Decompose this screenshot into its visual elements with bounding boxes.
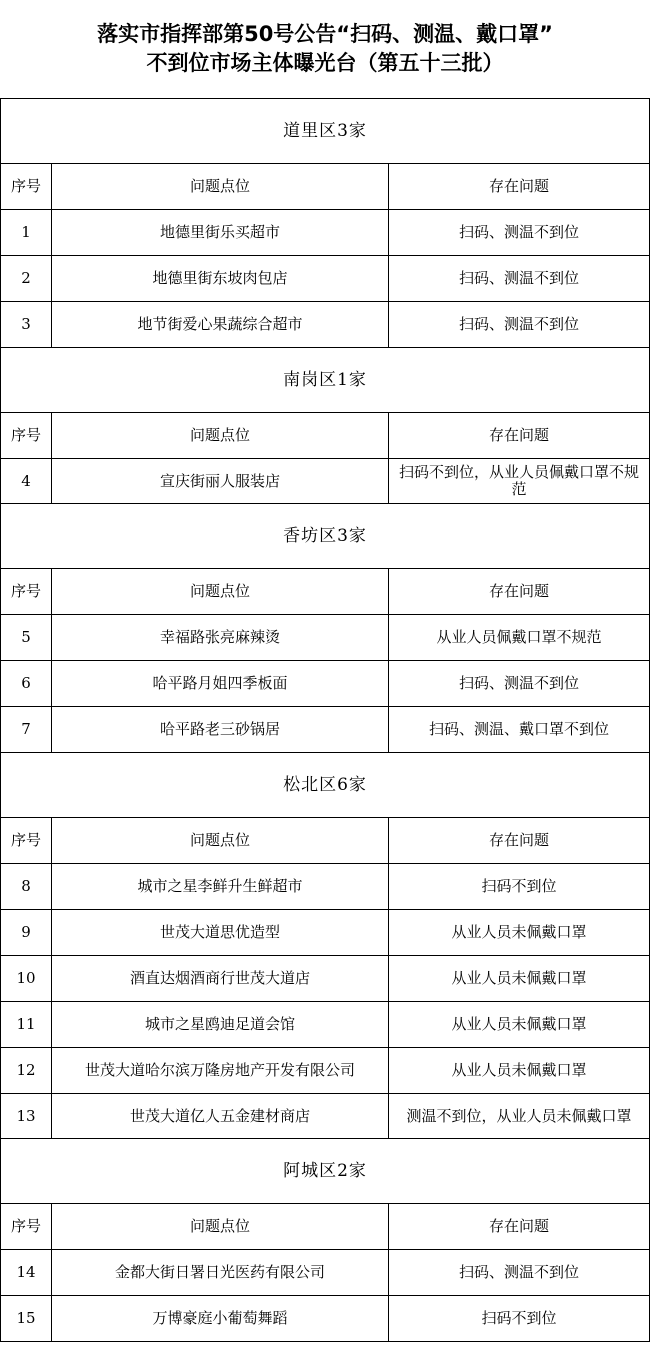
row-problem: 扫码不到位，从业人员佩戴口罩不规范 [398,463,639,498]
row-number: 15 [16,1309,36,1327]
district-header: 道里区3家 [283,120,367,141]
table-rule [0,817,1,1138]
table-rule [0,1203,1,1341]
table-rule [388,412,389,503]
district-header: 南岗区1家 [283,369,367,390]
row-number: 2 [21,269,31,287]
row-number: 3 [21,315,31,333]
table-rule [0,1138,1,1203]
column-header-location: 问题点位 [189,831,250,849]
row-number: 5 [21,628,31,646]
column-header-no: 序号 [10,177,41,195]
row-number: 14 [16,1263,36,1281]
table-rule [0,1341,650,1342]
row-location: 世茂大道亿人五金建材商店 [129,1106,310,1125]
title-line-2: 不到位市场主体曝光台（第五十三批） [146,51,504,75]
table-rule [0,752,1,817]
table-rule [0,98,1,163]
row-number: 6 [21,674,31,692]
row-location: 世茂大道哈尔滨万隆房地产开发有限公司 [84,1061,355,1079]
column-header-location: 问题点位 [189,1217,250,1235]
row-location: 城市之星李鲜升生鲜超市 [137,877,303,895]
row-problem: 扫码不到位 [481,1309,557,1327]
row-number: 13 [16,1106,36,1125]
table-rule [51,163,52,347]
column-header-problem: 存在问题 [488,582,549,600]
row-problem: 扫码、测温、戴口罩不到位 [428,720,609,738]
row-problem: 从业人员未佩戴口罩 [451,1015,587,1033]
table-rule [51,412,52,503]
row-number: 12 [16,1061,36,1079]
district-header: 阿城区2家 [283,1160,367,1181]
row-location: 幸福路张亮麻辣烫 [159,628,280,646]
row-problem: 扫码、测温不到位 [458,1263,579,1281]
row-location: 地德里街乐买超市 [159,223,280,241]
table-rule [51,1203,52,1341]
row-location: 哈平路月姐四季板面 [152,674,288,692]
row-problem: 扫码、测温不到位 [458,223,579,241]
row-location: 地节街爱心果蔬综合超市 [137,315,303,333]
table-rule [0,503,1,568]
table-rule [51,568,52,752]
title-line-1: 落实市指挥部第50号公告“扫码、测温、戴口罩” [97,22,553,46]
row-problem: 从业人员佩戴口罩不规范 [436,628,602,646]
row-problem: 从业人员未佩戴口罩 [451,923,587,941]
row-number: 10 [16,969,36,987]
row-location: 哈平路老三砂锅居 [159,720,280,738]
table-rule [51,817,52,1138]
column-header-problem: 存在问题 [488,831,549,849]
table-rule [0,347,1,412]
column-header-problem: 存在问题 [488,426,549,444]
table-rule [388,163,389,347]
row-number: 1 [21,223,31,241]
district-header: 香坊区3家 [283,525,367,546]
row-number: 9 [21,923,31,941]
column-header-problem: 存在问题 [488,1217,549,1235]
row-number: 7 [21,720,31,738]
column-header-no: 序号 [10,1217,41,1235]
row-problem: 扫码、测温不到位 [458,674,579,692]
row-location: 地德里街东坡肉包店 [152,269,288,287]
column-header-problem: 存在问题 [488,177,549,195]
column-header-location: 问题点位 [189,177,250,195]
row-problem: 扫码不到位 [481,877,557,895]
row-problem: 扫码、测温不到位 [458,269,579,287]
table-rule [0,163,1,347]
row-location: 城市之星鸥迪足道会馆 [144,1015,295,1033]
column-header-no: 序号 [10,831,41,849]
table-rule [388,568,389,752]
row-number: 11 [16,1015,36,1033]
row-problem: 从业人员未佩戴口罩 [451,969,587,987]
column-header-no: 序号 [10,582,41,600]
row-location: 宣庆街丽人服装店 [159,471,280,490]
row-location: 世茂大道思优造型 [159,923,280,941]
row-location: 金都大街日署日光医药有限公司 [114,1263,325,1281]
row-location: 酒直达烟酒商行世茂大道店 [129,969,310,987]
page-title [0,0,650,98]
row-problem: 扫码、测温不到位 [458,315,579,333]
column-header-location: 问题点位 [189,426,250,444]
row-problem: 测温不到位，从业人员未佩戴口罩 [406,1106,632,1125]
table-rule [388,817,389,1138]
row-location: 万博豪庭小葡萄舞蹈 [152,1309,288,1327]
column-header-location: 问题点位 [189,582,250,600]
row-problem: 从业人员未佩戴口罩 [451,1061,587,1079]
district-header: 松北区6家 [283,774,367,795]
column-header-no: 序号 [10,426,41,444]
row-number: 4 [21,471,31,490]
table-rule [0,568,1,752]
table-rule [0,412,1,503]
table-rule [388,1203,389,1341]
row-number: 8 [21,877,31,895]
